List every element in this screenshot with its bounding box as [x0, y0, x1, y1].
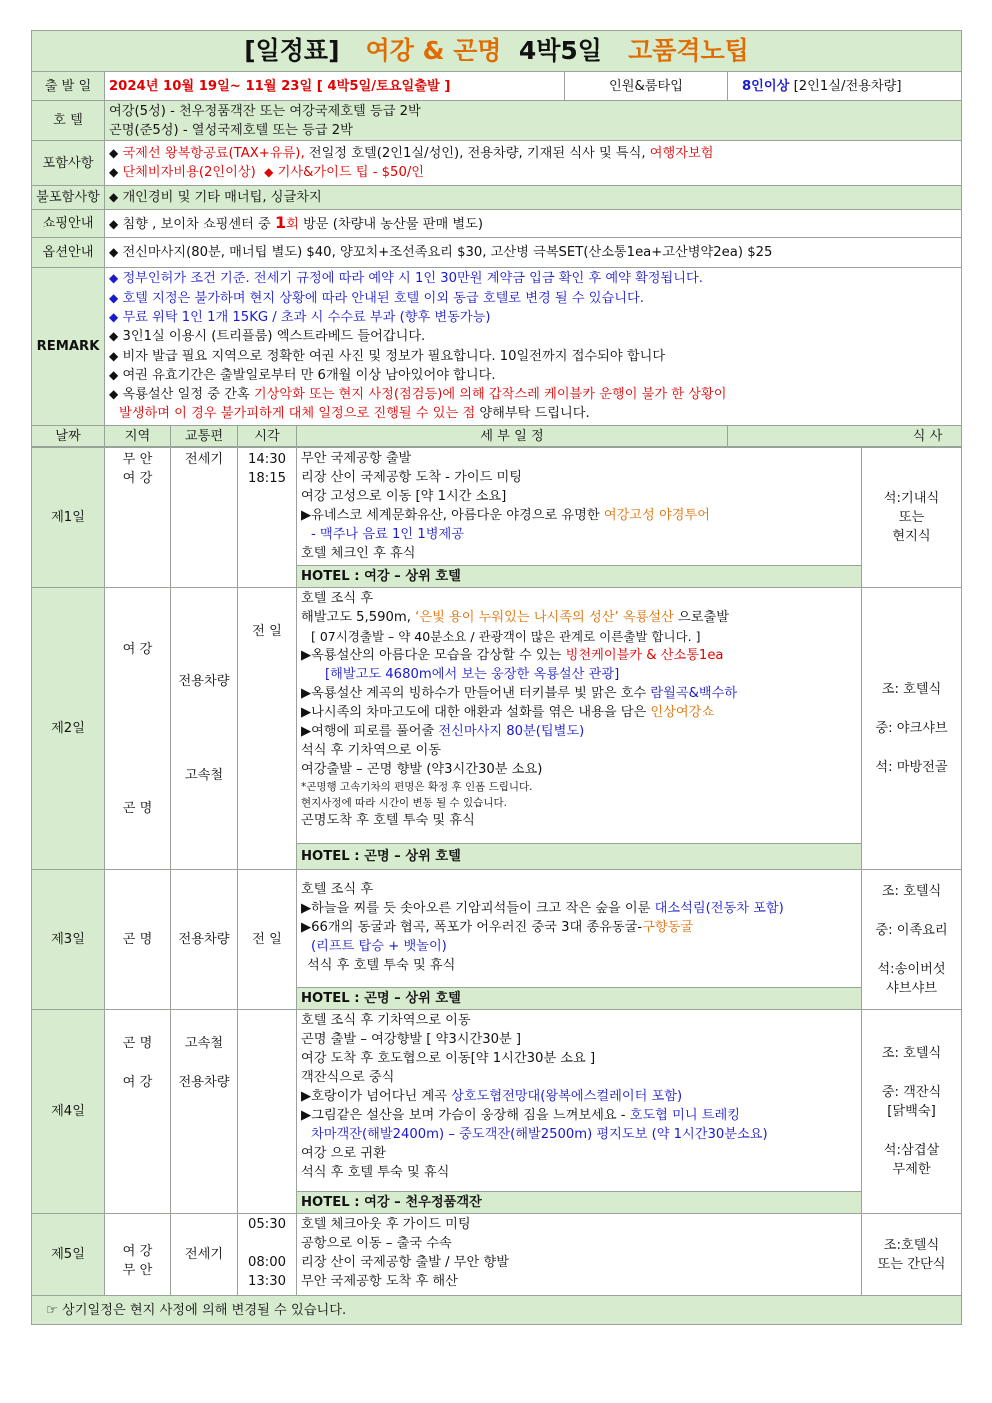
remark-info: ◆ 정부인허가 조건 기준. 전세기 규정에 따라 예약 시 1인 30만원 계약금 입금 확인 후 예약 확정됩니다. ◆ 호텔 지정은 불가하며 현지 상황에 따라 안내된 호텔 이외 동급 호텔로 변경 될 수 있습니다. ◆ 무료 위탁 1인 1개 15KG / 초과 시 수수료 부과 (향후 변동가능) ◆ 3인1실 이용시 (트리플룸) 엑스트라베드 들어갑니다. ◆ 비자 발급 필요 지역으로 정확한 여권 사진 및 정보가 필요합니다. 10일전까지 접수되야 합니다 ◆ 여권 유효기간은 출발일로부터 만 6개월 이상 남아있어야 합니다. ◆ 옥룡설산 일정 중 간혹 기상악화 또는 현지 사정(점검등)에 의해 갑작스레 케이블카 운행이 불가 한 상황이 발생하며 이 경우 불가피하게 대체 일정으로 진행될 수 있는 점 양해부탁 드립니다.	[105, 268, 962, 426]
col-meal: 식 사	[728, 426, 962, 447]
day-row	[32, 448, 962, 566]
day-region: 여 강 곤 명	[105, 588, 171, 870]
day-label: 제4일	[32, 1010, 105, 1214]
itinerary-table	[31, 30, 962, 447]
option-info: ◆ 전신마사지(80분, 매너팁 별도) $40, 양꼬치+조선족요리 $30, 고산병 극복SET(산소통1ea+고산병약2ea) $25	[105, 238, 962, 268]
col-region: 지역	[105, 426, 171, 447]
day-meal: 석:기내식 또는 현지식	[862, 448, 962, 588]
day-time: 14:30 18:15	[238, 448, 297, 588]
day-hotel: HOTEL : 여강 – 천우정품객잔	[297, 1192, 862, 1214]
day-region: 곤 명	[105, 870, 171, 1010]
day-region: 여 강 무 안	[105, 1214, 171, 1296]
day-detail: 호텔 조식 후 ▶하늘을 찌를 듯 솟아오른 기암괴석들이 크고 작은 숲을 이룬 대소석림(전동차 포함) ▶66개의 동굴과 협곡, 폭포가 어우러진 중국 3대 종유동굴-구향동굴 (리프트 탑승 + 뱃놀이) 석식 후 호텔 투숙 및 휴식	[297, 870, 862, 988]
day-row	[32, 1010, 962, 1192]
day-detail: 호텔 조식 후 해발고도 5,590m, ‘은빛 용이 누워있는 나시족의 성산’ 옥룡설산 으로출발 [ 07시경출발 – 약 40분소요 / 관광객이 많은 관계로 이른출발 합니다. ] ▶옥룡설산의 아름다운 모습을 감상할 수 있는 빙천케이블카 & 산소통1ea [해발고도 4680m에서 보는 웅장한 옥룡설산 관광] ▶옥룡설산 계곡의 빙하수가 만들어낸 터키블루 빛 맑은 호수 람월곡&백수하 ▶나시족의 차마고도에 대한 애환과 설화를 엮은 내용을 담은 인상여강쇼 ▶여행에 피로를 풀어줄 전신마사지 80분(팁별도) 석식 후 기차역으로 이동 여강출발 – 곤명 향발 (약3시간30분 소요) *곤명행 고속기차의 편명은 확정 후 인폼 드립니다. 현지사정에 따라 시간이 변동 될 수 있습니다. 곤명도착 후 호텔 투숙 및 휴식	[297, 588, 862, 844]
day-hotel: HOTEL : 여강 – 상위 호텔	[297, 566, 862, 588]
day-transport: 전용차량	[171, 870, 238, 1010]
include-info: ◆ 국제선 왕복항공료(TAX+유류), 전일정 호텔(2인1실/성인), 전용차량, 기재된 식사 및 특식, 여행자보험 ◆ 단체비자비용(2인이상) ◆ 기사&가이드 팁 - $50/인	[105, 141, 962, 186]
day-transport: 전용차량 고속철	[171, 588, 238, 870]
col-transport: 교통편	[171, 426, 238, 447]
day-label: 제2일	[32, 588, 105, 870]
col-detail: 세 부 일 정	[297, 426, 728, 447]
remark-label: REMARK	[32, 268, 105, 426]
depart-label: 출 발 일	[32, 72, 105, 101]
day-row	[32, 870, 962, 988]
day-time	[238, 1010, 297, 1214]
shopping-label: 쇼핑안내	[32, 210, 105, 238]
day-region: 무 안 여 강	[105, 448, 171, 588]
day-region: 곤 명 여 강	[105, 1010, 171, 1214]
day-detail: 호텔 체크아웃 후 가이드 미팅 공항으로 이동 – 출국 수속 리장 산이 국제공항 출발 / 무안 향발 무안 국제공항 도착 후 해산	[297, 1214, 862, 1296]
day-meal: 조:호텔식 또는 간단식	[862, 1214, 962, 1296]
day-table	[31, 447, 962, 1325]
day-detail: 호텔 조식 후 기차역으로 이동 곤명 출발 – 여강향발 [ 약3시간30분 ] 여강 도착 후 호도협으로 이동[약 1시간30분 소요 ] 객잔식으로 중식 ▶호랑이가 넘어다닌 계곡 상호도협전망대(왕복에스컬레이터 포함) ▶그림같은 설산을 보며 가슴이 웅장해 짐을 느껴보세요 - 호도협 미니 트레킹 차마객잔(해발2400m) – 중도객잔(해발2500m) 평지도보 (약 1시간30분소요) 여강 으로 귀환 석식 후 호텔 투숙 및 휴식	[297, 1010, 862, 1192]
day-meal: 조: 호텔식 중: 객잔식 [닭백숙] 석:삼겹살 무제한	[862, 1010, 962, 1214]
day-label: 제5일	[32, 1214, 105, 1296]
day-transport: 전세기	[171, 1214, 238, 1296]
day-time: 전 일	[238, 588, 297, 870]
day-label: 제1일	[32, 448, 105, 588]
col-time: 시각	[238, 426, 297, 447]
day-meal: 조: 호텔식 중: 야크샤브 석: 마방전골	[862, 588, 962, 870]
depart-value: 2024년 10월 19일~ 11월 23일 [ 4박5일/토요일출발 ]	[105, 72, 565, 101]
day-detail: 무안 국제공항 출발 리장 산이 국제공항 도착 - 가이드 미팅 여강 고성으로 이동 [약 1시간 소요] ▶유네스코 세계문화유산, 아름다운 야경으로 유명한 여강고성 야경투어 - 맥주나 음료 1인 1병제공 호텔 체크인 후 휴식	[297, 448, 862, 566]
column-header-row	[32, 426, 962, 447]
day-meal: 조: 호텔식 중: 이족요리 석:송이버섯 샤브샤브	[862, 870, 962, 1010]
day-transport: 고속철 전용차량	[171, 1010, 238, 1214]
day-row	[32, 1214, 962, 1296]
shopping-info: ◆ 침향 , 보이차 쇼핑센터 중 1회 방문 (차량내 농산물 판매 별도)	[105, 210, 962, 238]
footer-note: ☞ 상기일정은 현지 사정에 의해 변경될 수 있습니다.	[32, 1296, 962, 1325]
exclude-info: ◆ 개인경비 및 기타 매너팁, 싱글차지	[105, 186, 962, 210]
day-transport: 전세기	[171, 448, 238, 588]
people-label: 인원&룸타입	[565, 72, 728, 101]
day-hotel: HOTEL : 곤명 – 상위 호텔	[297, 988, 862, 1010]
itinerary-page	[31, 30, 961, 1325]
exclude-label: 불포함사항	[32, 186, 105, 210]
include-label: 포함사항	[32, 141, 105, 186]
day-hotel: HOTEL : 곤명 – 상위 호텔	[297, 844, 862, 870]
day-row	[32, 588, 962, 844]
col-date: 날짜	[32, 426, 105, 447]
hotel-info: 여강(5성) - 천우정품객잔 또는 여강국제호텔 등급 2박 곤명(준5성) - 열성국제호텔 또는 등급 2박	[105, 101, 962, 141]
people-value: 8인이상 [2인1실/전용차량]	[728, 72, 962, 101]
option-label: 옵션안내	[32, 238, 105, 268]
day-time: 05:30 08:00 13:30	[238, 1214, 297, 1296]
day-time: 전 일	[238, 870, 297, 1010]
day-label: 제3일	[32, 870, 105, 1010]
page-title: [일정표] 여강 & 곤명 4박5일 고품격노팁	[32, 31, 962, 72]
hotel-label: 호 텔	[32, 101, 105, 141]
